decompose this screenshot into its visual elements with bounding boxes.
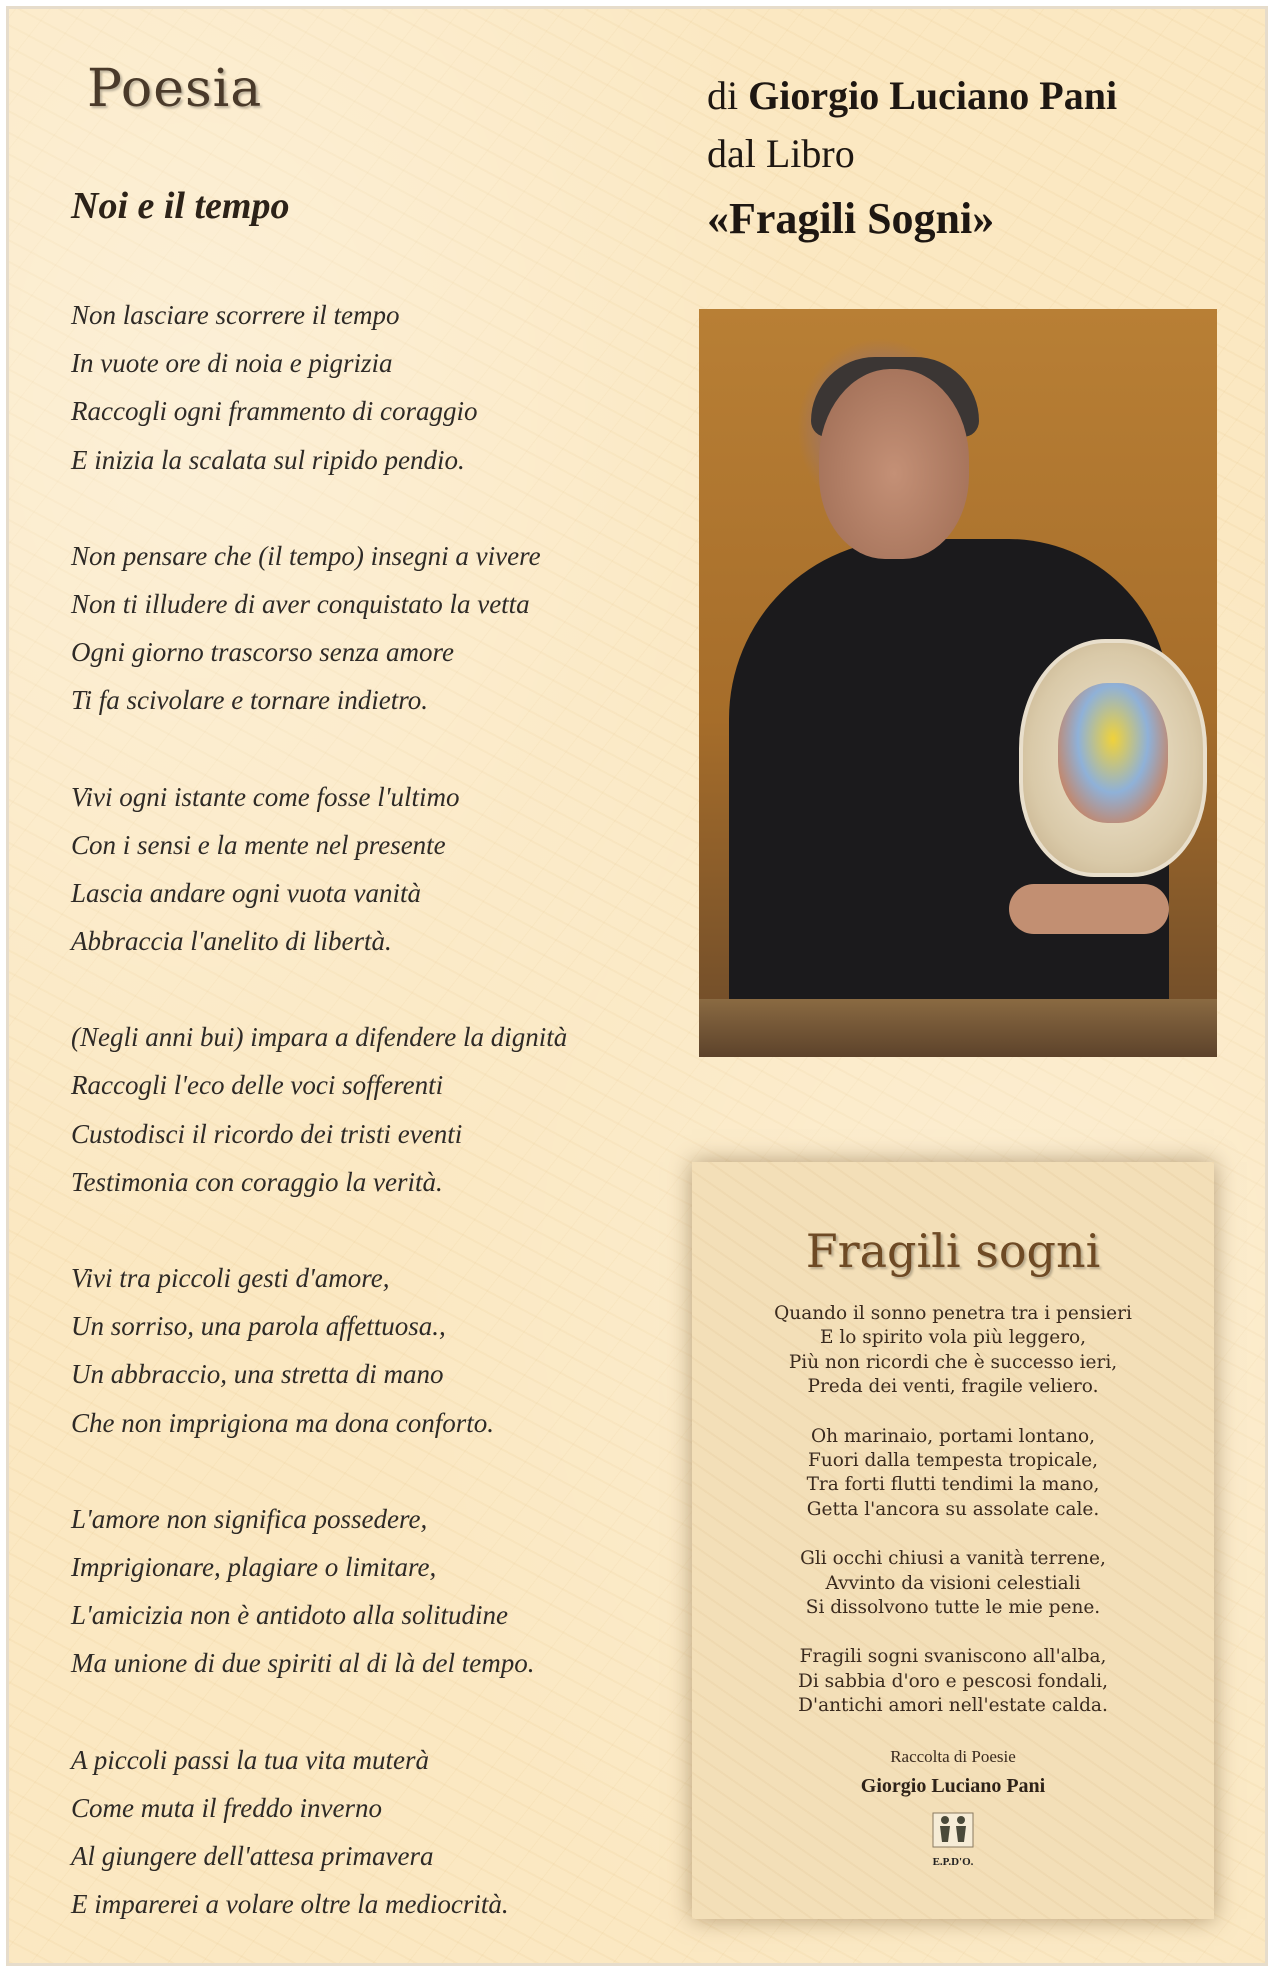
poem-stanza — [71, 1013, 671, 1206]
poem-stanza — [71, 773, 671, 966]
poem-verse: Ma unione di due spiriti al di là del tempo. — [71, 1648, 535, 1679]
author-photo — [699, 309, 1217, 1057]
author-prefix: di — [707, 73, 739, 118]
book-cover-title: Fragili sogni — [805, 1224, 1101, 1278]
book-title: «Fragili Sogni» — [707, 194, 995, 243]
book-cover-verse: Avvinto da visioni celestiali — [825, 1572, 1081, 1594]
poem-verse: Vivi ogni istante come fosse l'ultimo — [71, 781, 460, 812]
book-cover-verse: Di sabbia d'oro e pescosi fondali, — [798, 1670, 1108, 1692]
photo-figure-hand — [1009, 884, 1169, 934]
photo-plaque — [1019, 639, 1207, 877]
poem-verse: Non ti illudere di aver conquistato la vetta — [71, 588, 530, 619]
poem-verse: E imparerei a volare oltre la mediocrità. — [71, 1889, 509, 1920]
poem-body — [71, 291, 671, 1966]
book-cover-poem — [692, 1302, 1214, 1743]
book-cover-verse: Tra forti flutti tendimi la mano, — [806, 1474, 1100, 1496]
book-cover-verse: E lo spirito vola più leggero, — [819, 1327, 1087, 1349]
poem-stanza — [71, 1495, 671, 1688]
poem-verse: (Negli anni bui) impara a difendere la dignità — [71, 1022, 568, 1053]
book-cover-verse: Fuori dalla tempesta tropicale, — [807, 1449, 1098, 1471]
poem-verse: Un abbraccio, una stretta di mano — [71, 1359, 444, 1390]
book-cover-stanza — [692, 1425, 1214, 1523]
book-cover-verse: Si dissolvono tutte le mie pene. — [805, 1596, 1101, 1618]
poem-verse: L'amore non significa possedere, — [71, 1503, 428, 1534]
poem-verse: A piccoli passi la tua vita muterà — [71, 1744, 429, 1775]
poem-verse: Ogni giorno trascorso senza amore — [71, 637, 455, 668]
book-cover-publisher: E.P.D'O. — [932, 1856, 974, 1868]
poem-verse: Abbraccia l'anelito di libertà. — [71, 926, 392, 957]
photo-figure-head — [819, 369, 969, 559]
book-cover-verse: Più non ricordi che è successo ieri, — [788, 1351, 1118, 1373]
poem-verse: Come muta il freddo inverno — [71, 1792, 382, 1823]
book-cover-stanza — [692, 1302, 1214, 1400]
photo-plaque-emblem — [1058, 683, 1168, 823]
book-cover-verse: Quando il sonno penetra tra i pensieri — [774, 1303, 1132, 1324]
section-label: Poesia — [87, 59, 263, 119]
poem-verse: In vuote ore di noia e pigrizia — [71, 348, 393, 379]
author-name: Giorgio Luciano Pani — [748, 73, 1118, 118]
poem-verse: Non lasciare scorrere il tempo — [71, 300, 400, 330]
book-cover-subtitle: Raccolta di Poesie — [890, 1747, 1016, 1766]
book-cover-author: Giorgio Luciano Pani — [860, 1775, 1046, 1797]
poem-verse: Non pensare che (il tempo) insegni a vivere — [71, 540, 541, 571]
book-cover-verse: Oh marinaio, portami lontano, — [810, 1425, 1096, 1447]
book-cover-verse: D'antichi amori nell'estate calda. — [798, 1695, 1108, 1717]
book-cover-stanza — [692, 1547, 1214, 1620]
poem-stanza — [71, 1254, 671, 1447]
book-cover — [692, 1162, 1214, 1919]
book-cover-verse: Fragili sogni svaniscono all'alba, — [799, 1646, 1107, 1668]
book-cover-verse: Getta l'ancora su assolate cale. — [806, 1498, 1100, 1520]
poem-title: Noi e il tempo — [71, 185, 290, 227]
poem-verse: Testimonia con coraggio la verità. — [71, 1166, 443, 1197]
book-cover-verse: Preda dei venti, fragile veliero. — [807, 1376, 1099, 1398]
poem-verse: Lascia andare ogni vuota vanità — [71, 877, 421, 908]
poem-verse: Vivi tra piccoli gesti d'amore, — [71, 1263, 390, 1293]
poem-verse: E inizia la scalata sul ripido pendio. — [71, 444, 465, 475]
poem-verse: Imprigionare, plagiare o limitare, — [71, 1551, 437, 1582]
author-line — [707, 67, 1117, 125]
poem-verse: Un sorriso, una parola affettuosa., — [71, 1311, 446, 1342]
book-intro: dal Libro — [707, 131, 855, 176]
poem-page — [6, 6, 1268, 1966]
poem-stanza — [71, 532, 671, 725]
poem-verse: Raccogli ogni frammento di coraggio — [71, 396, 478, 427]
poem-verse: Che non imprigiona ma dona conforto. — [71, 1407, 494, 1438]
book-cover-stanza — [692, 1645, 1214, 1718]
poem-verse: Raccogli l'eco delle voci sofferenti — [71, 1070, 444, 1101]
poem-verse: Con i sensi e la mente nel presente — [71, 829, 446, 860]
poem-verse: Ti fa scivolare e tornare indietro. — [71, 685, 428, 716]
poem-verse: Al giungere dell'attesa primavera — [71, 1840, 434, 1871]
book-cover-verse: Gli occhi chiusi a vanità terrene, — [800, 1548, 1106, 1570]
poem-stanza — [71, 1736, 671, 1929]
photo-desk — [699, 999, 1217, 1057]
publisher-logo-icon — [932, 1812, 974, 1848]
poem-verse: L'amicizia non è antidoto alla solitudine — [71, 1600, 509, 1631]
poem-verse: Custodisci il ricordo dei tristi eventi — [71, 1118, 463, 1149]
poem-stanza — [71, 291, 671, 484]
author-block — [707, 67, 1117, 255]
